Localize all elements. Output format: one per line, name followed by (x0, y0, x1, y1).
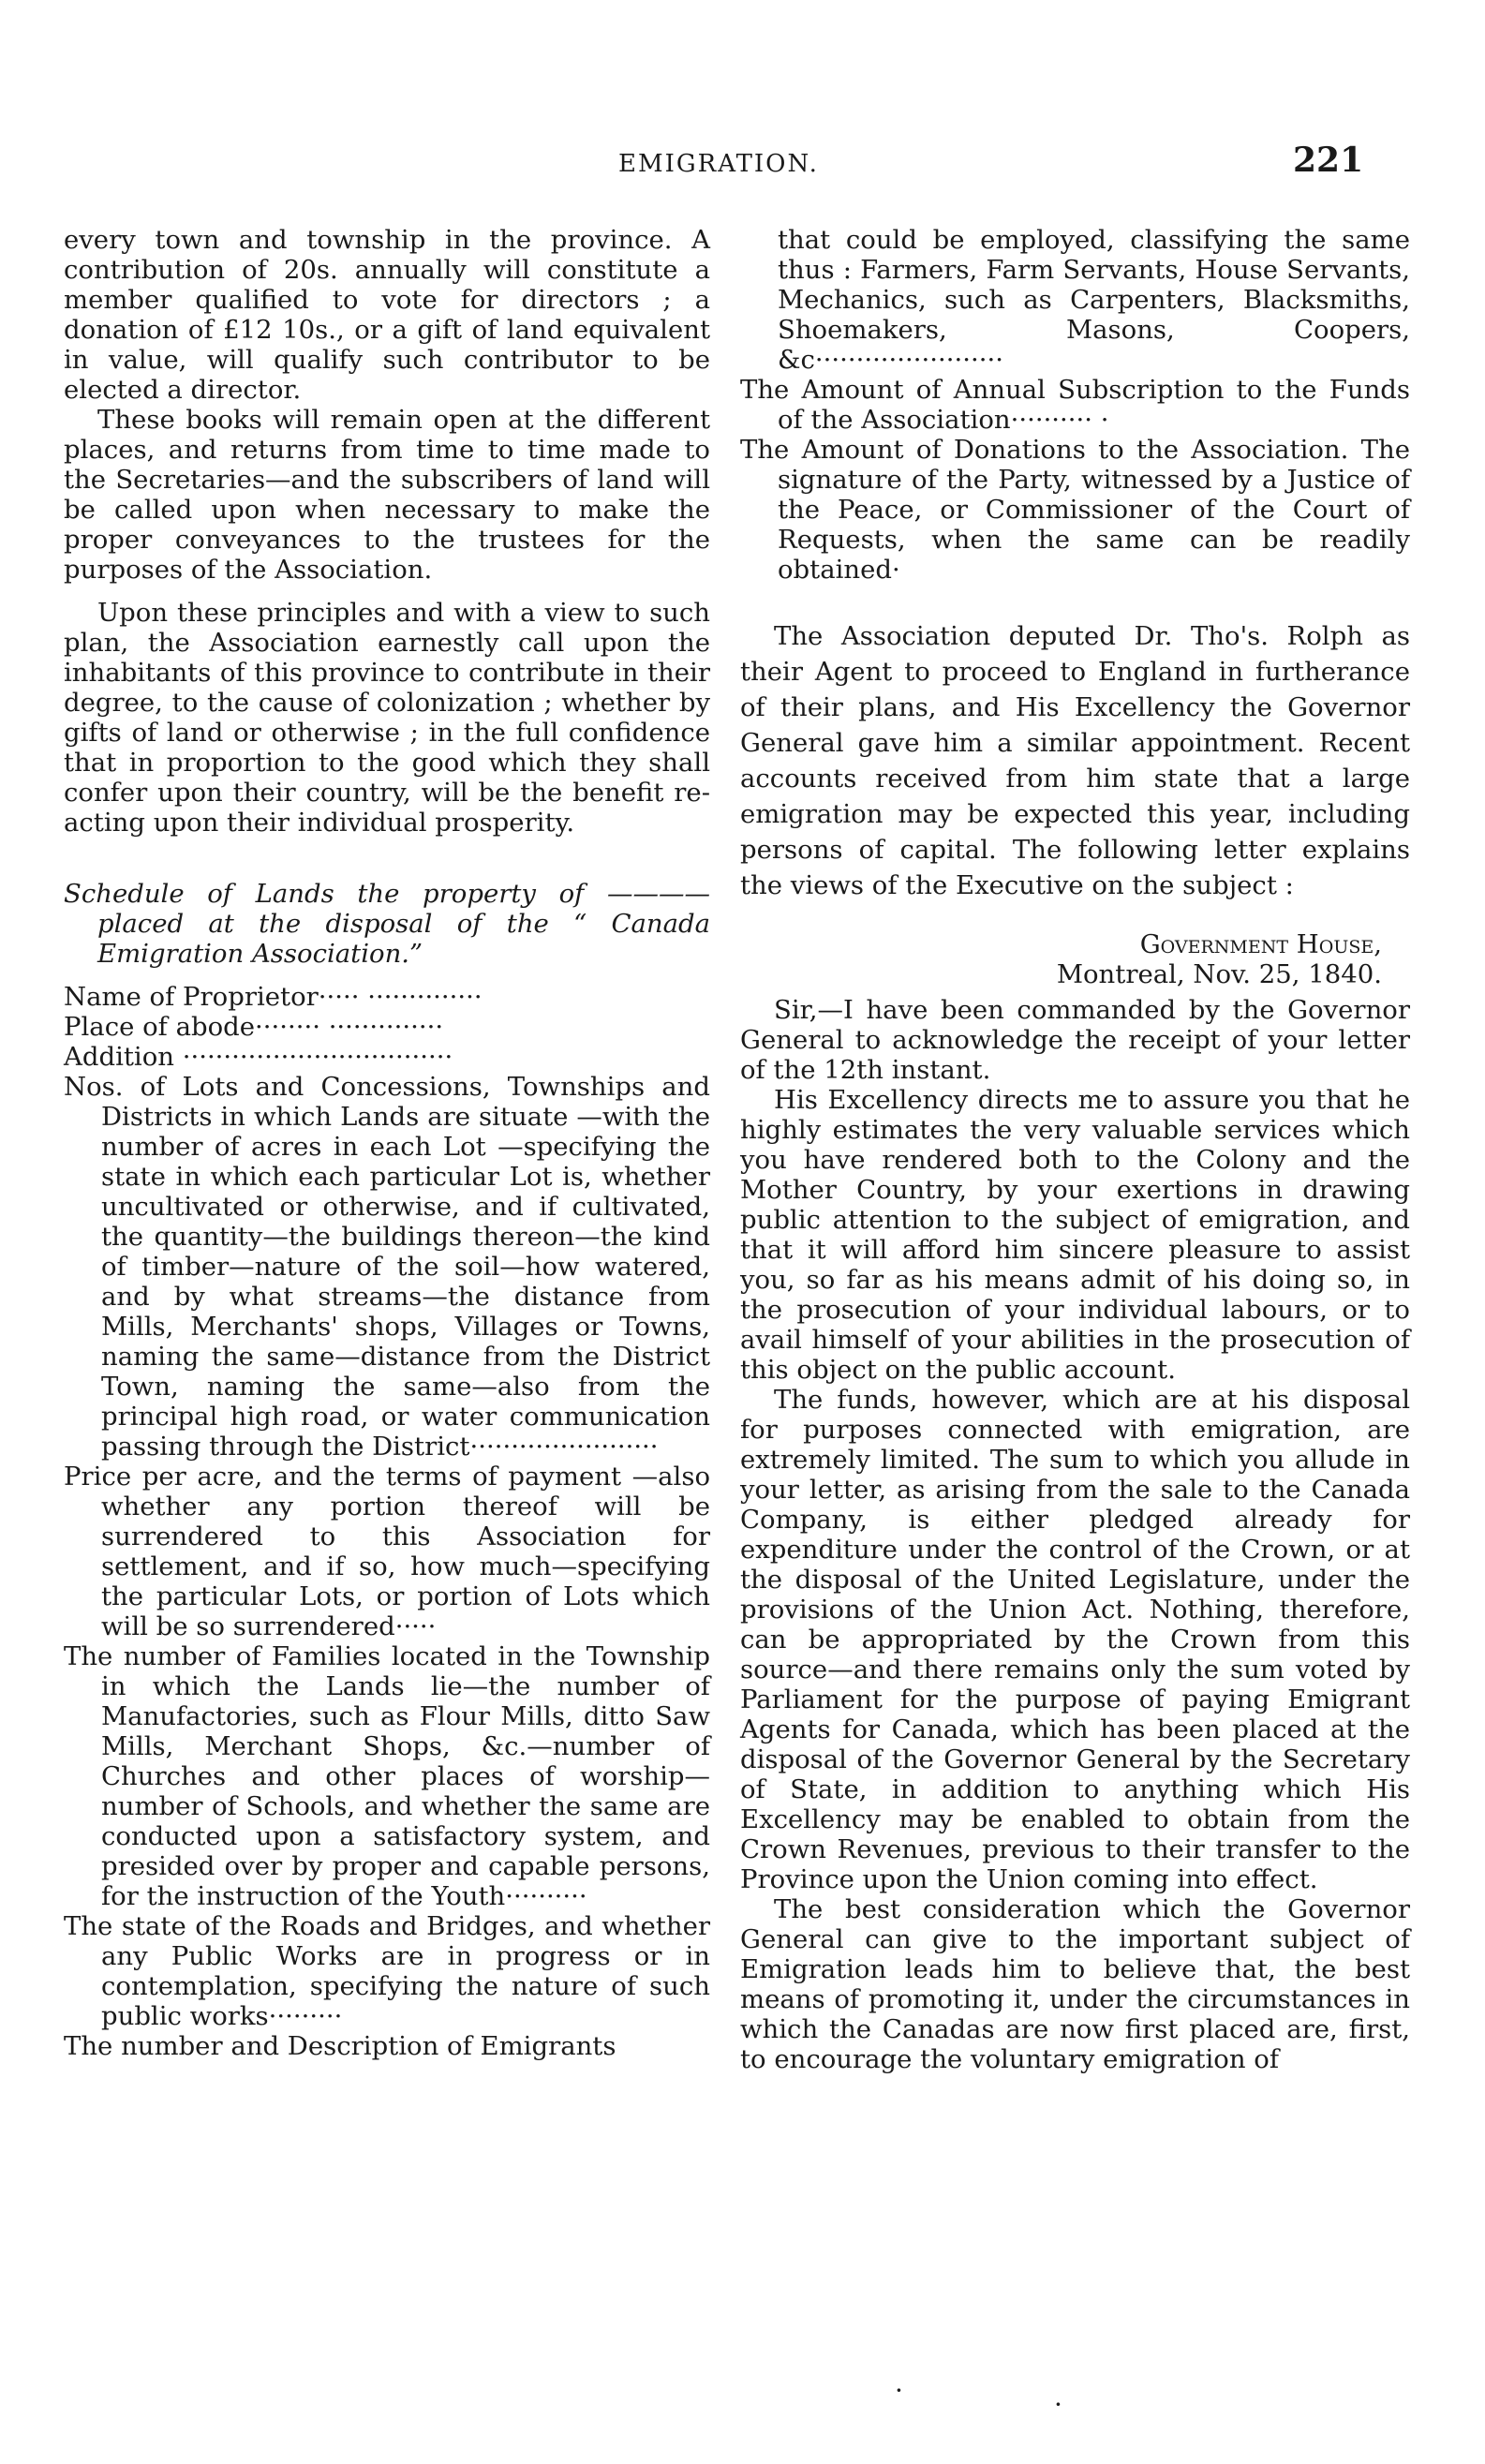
field-price-per-acre: Price per acre, and the terms of payment —also whether any portion thereof will be surrendered to this Association for settlement, and if so, how much—specifying the particular Lots, or portion of Lots which will be so surrendered····· (64, 1462, 710, 1641)
schedule-heading: Schedule of Lands the property of ———— placed at the disposal of the “ Canada Emigration Association.” (64, 879, 710, 969)
paragraph-contribution: every town and township in the province. A contribution of 20s. annually will constitute a member qualified to vote for directors ; a donation of £12 10s., or a gift of land equivalent in value, will qualify such contributor to be elected a director. (64, 225, 710, 405)
letter-paragraph-consideration: The best consideration which the Governor General can give to the important subject of Emigration leads him to believe that, the best means of promoting it, under the circumstances in which the Canadas are now first placed are, first, to encourage the voluntary emigration of (740, 1894, 1410, 2074)
paragraph-books-open: These books will remain open at the different places, and returns from time to time made to the Secretaries—and the subscribers of land will be called upon when necessary to make the proper conveyances to the trustees for the purposes of the Association. (64, 405, 710, 585)
letter-salutation: Sir,—I have been commanded by the Governor General to acknowledge the receipt of your letter of the 12th instant. (740, 995, 1410, 1085)
field-emigrants: The number and Description of Emigrants (64, 2031, 616, 2061)
field-emigrants-continued: that could be employed, classifying the same thus : Farmers, Farm Servants, House Servants, Mechanics, such as Carpenters, Blacksmiths, Shoemakers, Masons, Coopers, &c······················· (778, 225, 1410, 375)
schedule-fields-continued (740, 225, 1410, 585)
schedule-fields (64, 982, 710, 2061)
right-column (740, 225, 1410, 2074)
field-addition: Addition ································· (64, 1042, 453, 1072)
paragraph-agent: The Association deputed Dr. Tho's. Rolph as their Agent to proceed to England in furtherance of their plans, and His Excellency the Governor General gave him a similar appointment. Recent accounts received from him state that a large emigration may be expected this year, including persons of capital. The following letter explains the views of the Executive on the subject : (740, 621, 1410, 900)
field-annual-subscription: The Amount of Annual Subscription to the Funds of the Association·········· · (740, 375, 1410, 435)
field-name-of-proprietor: Name of Proprietor····· ·············· (64, 982, 483, 1012)
letter-address-line1: Government House, (1139, 929, 1382, 959)
page-number: 221 (1293, 141, 1364, 180)
letter-paragraph-funds: The funds, however, which are at his disposal for purposes connected with emigration, are extremely limited. The sum to which you allude in your letter, as arising from the sale to the Canada Company, is either pledged already for expenditure under the control of the Crown, or at the disposal of the United Legislature, under the provisions of the Union Act. Nothing, therefore, can be appropriated by the Crown from this source—and there remains only the sum voted by Parliament for the purpose of paying Emigrant Agents for Canada, which has been placed at the disposal of the Governor General by the Secretary of State, in addition to anything which His Excellency may be enabled to obtain from the Crown Revenues, previous to their transfer to the Province upon the Union coming into effect. (740, 1385, 1410, 1894)
field-number-of-families: The number of Families located in the Township in which the Lands lie—the number of Manufactories, such as Flour Mills, ditto Saw Mills, Merchant Shops, &c.—number of Churches and other places of worship—number of Schools, and whether the same are conducted upon a satisfactory system, and presided over by proper and capable persons, for the instruction of the Youth·········· (64, 1641, 710, 1911)
field-donations: The Amount of Donations to the Association. The signature of the Party, witnessed by a Justice of the Peace, or Commissioner of the Court of Requests, when the same can be readily obtained· (740, 435, 1410, 585)
letter-address-line2: Montreal, Nov. 25, 1840. (1056, 959, 1382, 989)
running-title: EMIGRATION. (618, 150, 819, 178)
print-speck: · (895, 2375, 903, 2406)
left-column (64, 225, 710, 2061)
field-roads-and-bridges: The state of the Roads and Bridges, and whether any Public Works are in progress or in contemplation, specifying the nature of such public works········· (64, 1911, 710, 2031)
letter-paragraph-services: His Excellency directs me to assure you that he highly estimates the very valuable services which you have rendered both to the Colony and the Mother Country, by your exertions in drawing public attention to the subject of emigration, and that it will afford him sincere pleasure to assist you, so far as his means admit of his doing so, in the prosecution of your individual labours, or to avail himself of your abilities in the prosecution of this object on the public account. (740, 1085, 1410, 1385)
field-place-of-abode: Place of abode········ ·············· (64, 1012, 444, 1042)
paragraph-principles: Upon these principles and with a view to such plan, the Association earnestly call upon the inhabitants of this province to contribute in their degree, to the cause of colonization ; whether by gifts of land or otherwise ; in the full confidence that in proportion to the good which they shall confer upon their country, will be the benefit re-acting upon their individual prosperity. (64, 598, 710, 838)
field-lots-and-concessions: Nos. of Lots and Concessions, Townships and Districts in which Lands are situate —with the number of acres in each Lot —specifying the state in which each particular Lot is, whether uncultivated or otherwise, and if cultivated, the quantity—the buildings thereon—the kind of timber—nature of the soil—how watered, and by what streams—the distance from Mills, Merchants' shops, Villages or Towns, naming the same—distance from the District Town, naming the same—also from the principal high road, or water communication passing through the District······················· (64, 1072, 710, 1462)
print-speck: · (1054, 2389, 1062, 2420)
